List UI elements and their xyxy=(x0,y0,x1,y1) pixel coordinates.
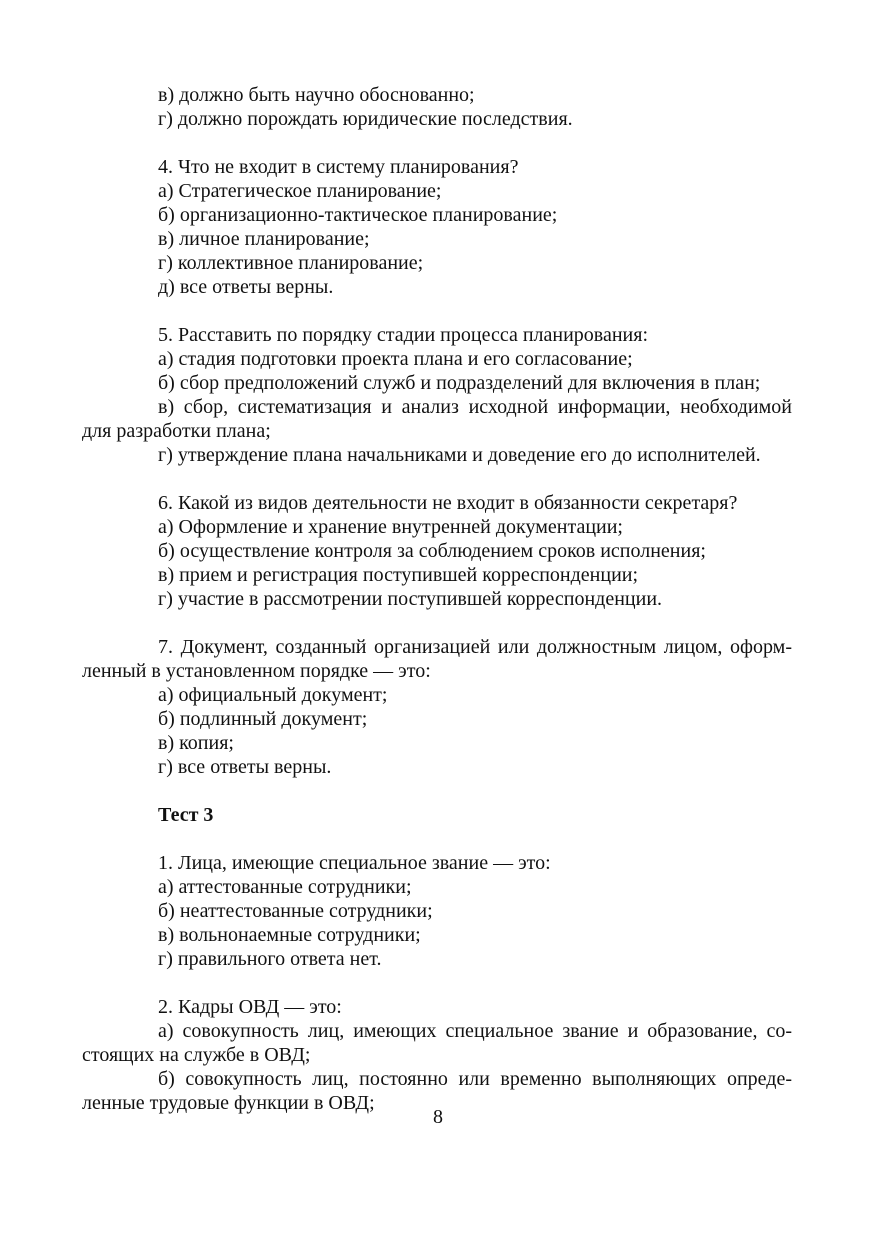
answer-option-line: а) совокупность лиц, имеющих специальное звание и образование, со- xyxy=(158,1020,792,1042)
spacer xyxy=(82,611,792,635)
question-6: 6. Какой из видов деятельности не входит в обязанности секретаря? xyxy=(158,492,738,514)
answer-option: а) стадия подготовки проекта плана и его согласование; xyxy=(158,348,633,370)
answer-option: д) все ответы верны. xyxy=(158,276,334,298)
answer-option: а) Оформление и хранение внутренней документации; xyxy=(158,516,623,538)
answer-option: а) аттестованные сотрудники; xyxy=(158,876,412,898)
answer-option: в) должно быть научно обоснованно; xyxy=(158,84,475,106)
answer-option: г) коллективное планирование; xyxy=(158,252,424,274)
spacer xyxy=(82,131,792,155)
answer-option: б) сбор предположений служб и подразделений для включения в план; xyxy=(158,372,761,394)
answer-option-line: в) сбор, систематизация и анализ исходной информации, необходимой xyxy=(158,396,792,418)
page-number: 8 xyxy=(433,1106,443,1128)
question-7-line: 7. Документ, созданный организацией или должностным лицом, оформ- xyxy=(158,636,792,658)
spacer xyxy=(82,299,792,323)
section-heading: Тест 3 xyxy=(158,804,214,826)
answer-option: г) все ответы верны. xyxy=(158,756,332,778)
answer-option: б) подлинный документ; xyxy=(158,708,368,730)
answer-option: а) официальный документ; xyxy=(158,684,388,706)
answer-option-line: б) совокупность лиц, постоянно или временно выполняющих опреде- xyxy=(158,1068,792,1090)
answer-option: б) осуществление контроля за соблюдением сроков исполнения; xyxy=(158,540,706,562)
question-7-line: ленный в установленном порядке — это: xyxy=(82,660,431,682)
answer-option: в) личное планирование; xyxy=(158,228,370,250)
spacer xyxy=(82,467,792,491)
answer-option: б) неаттестованные сотрудники; xyxy=(158,900,433,922)
test3-question-2: 2. Кадры ОВД — это: xyxy=(158,996,342,1018)
spacer xyxy=(82,971,792,995)
answer-option: а) Стратегическое планирование; xyxy=(158,180,442,202)
answer-option: в) вольнонаемные сотрудники; xyxy=(158,924,421,946)
answer-option-line: ленные трудовые функции в ОВД; xyxy=(82,1092,375,1114)
answer-option: в) прием и регистрация поступившей корреспонденции; xyxy=(158,564,639,586)
question-5: 5. Расставить по порядку стадии процесса планирования: xyxy=(158,324,648,346)
spacer xyxy=(82,827,792,851)
answer-option: в) копия; xyxy=(158,732,234,754)
page-content xyxy=(82,83,792,1115)
answer-option: б) организационно-тактическое планирование; xyxy=(158,204,558,226)
answer-option: г) правильного ответа нет. xyxy=(158,948,382,970)
answer-option-line: стоящих на службе в ОВД; xyxy=(82,1044,311,1066)
answer-option: г) утверждение плана начальниками и доведение его до исполнителей. xyxy=(158,444,761,466)
question-4: 4. Что не входит в систему планирования? xyxy=(158,156,519,178)
answer-option: г) должно порождать юридические последствия. xyxy=(158,108,573,130)
answer-option-line: для разработки плана; xyxy=(82,420,271,442)
answer-option: г) участие в рассмотрении поступившей корреспонденции. xyxy=(158,588,663,610)
spacer xyxy=(82,779,792,803)
test3-question-1: 1. Лица, имеющие специальное звание — это: xyxy=(158,852,551,874)
